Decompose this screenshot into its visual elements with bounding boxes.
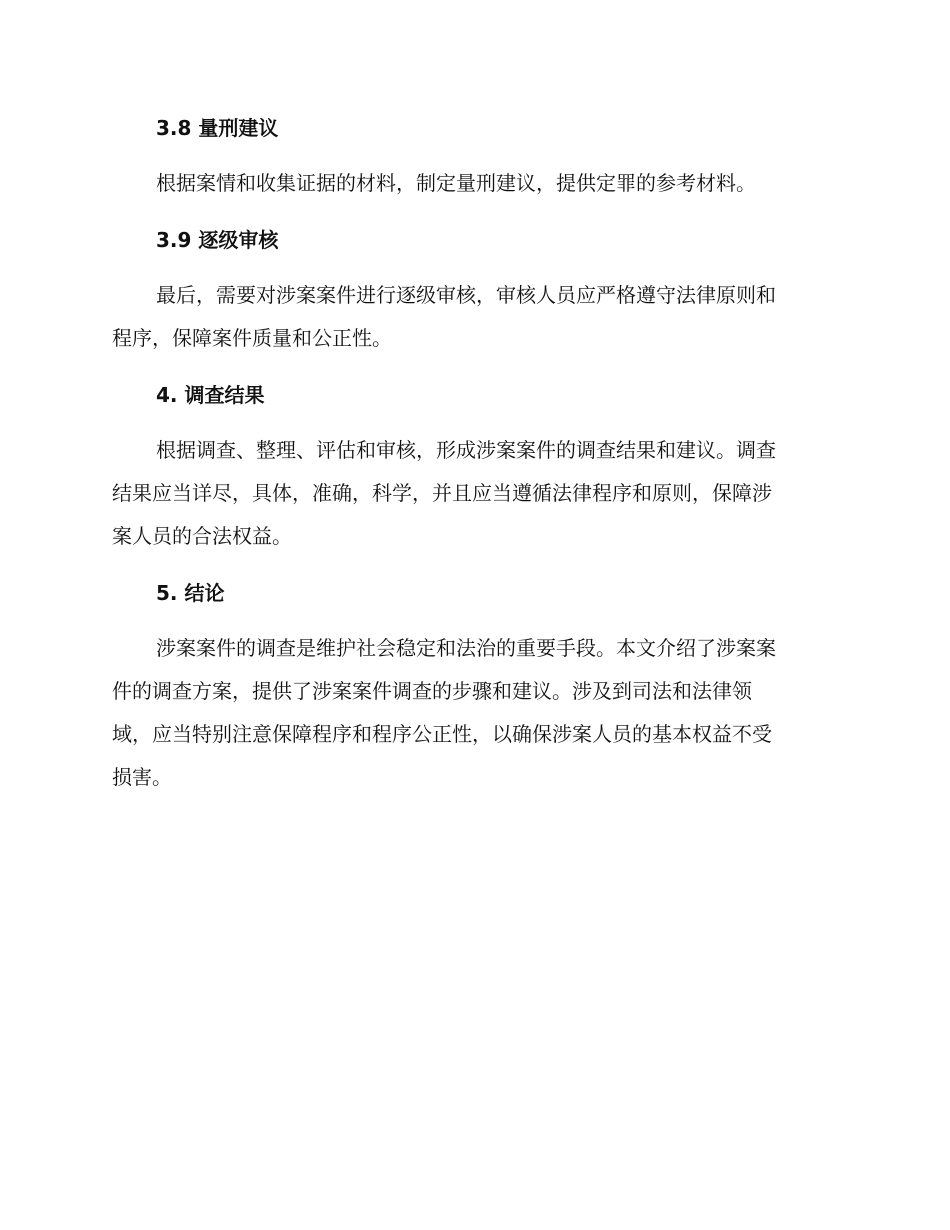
paragraph-line: 件的调查方案，提供了涉案案件调查的步骤和建议。涉及到司法和法律领 xyxy=(112,679,752,703)
paragraph-line: 域，应当特别注意保障程序和程序公正性，以确保涉案人员的基本权益不受 xyxy=(112,722,772,746)
paragraph-line: 结果应当详尽，具体，准确，科学，并且应当遵循法律程序和原则，保障涉 xyxy=(112,481,772,505)
paragraph-line: 案人员的合法权益。 xyxy=(112,524,292,548)
section-heading-3-9: 3.9 逐级审核 xyxy=(156,228,279,252)
paragraph-line: 涉案案件的调查是维护社会稳定和法治的重要手段。本文介绍了涉案案 xyxy=(156,636,776,660)
paragraph-line: 根据案情和收集证据的材料，制定量刑建议，提供定罪的参考材料。 xyxy=(156,171,756,195)
paragraph-line: 最后，需要对涉案案件进行逐级审核，审核人员应严格遵守法律原则和 xyxy=(156,283,776,307)
section-heading-4: 4. 调查结果 xyxy=(156,383,265,407)
section-paragraph-4 xyxy=(112,429,832,558)
paragraph-line: 程序，保障案件质量和公正性。 xyxy=(112,326,392,350)
section-paragraph-5 xyxy=(112,627,832,799)
section-paragraph-3-8 xyxy=(112,162,832,205)
section-paragraph-3-9 xyxy=(112,274,832,360)
document-body xyxy=(112,106,832,812)
section-heading-5: 5. 结论 xyxy=(156,581,225,605)
paragraph-line: 根据调查、整理、评估和审核，形成涉案案件的调查结果和建议。调查 xyxy=(156,438,776,462)
section-heading-3-8: 3.8 量刑建议 xyxy=(156,116,279,140)
paragraph-line: 损害。 xyxy=(112,765,172,789)
